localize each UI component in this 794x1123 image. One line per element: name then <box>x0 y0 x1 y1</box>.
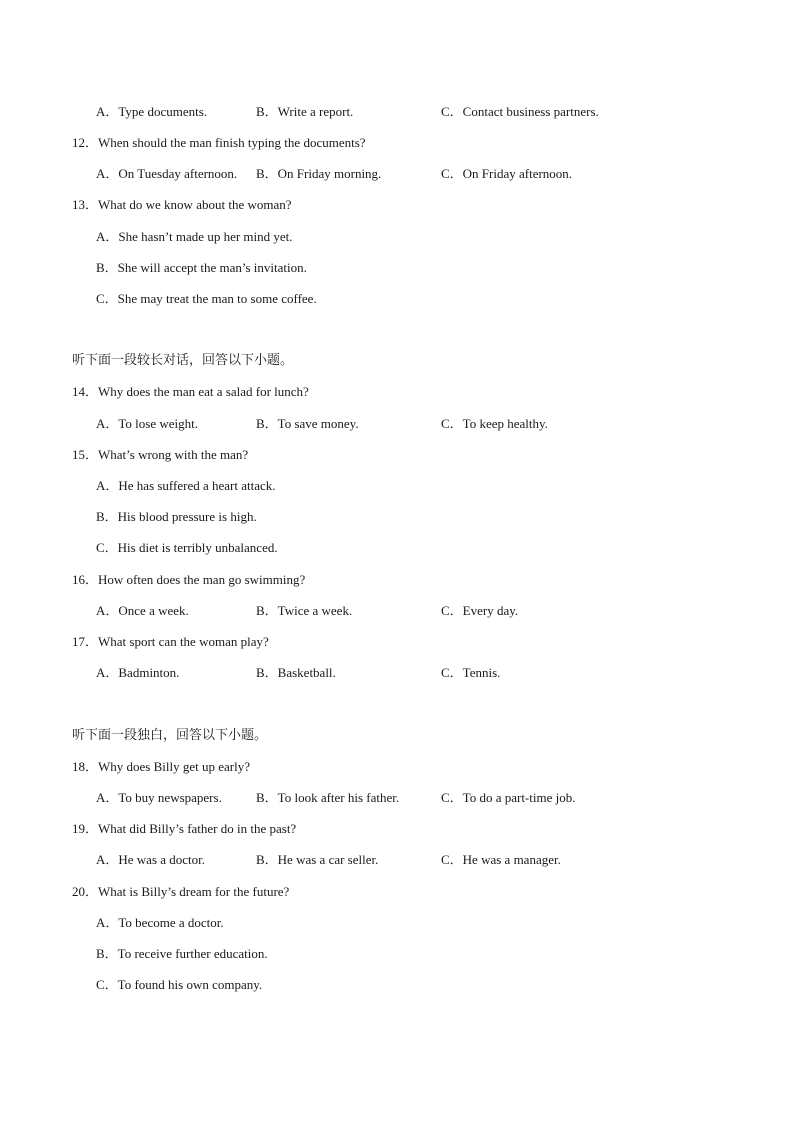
section-heading-monologue: 听下面一段独白，回答以下小题。 <box>72 728 268 743</box>
q15-option-b[interactable]: B．His blood pressure is high. <box>96 509 257 524</box>
q11-option-c[interactable]: C．Contact business partners. <box>441 104 599 119</box>
q11-option-a[interactable]: A．Type documents. <box>96 104 208 119</box>
q19-question: 19．What did Billy’s father do in the past? <box>72 821 297 836</box>
q12-option-c[interactable]: C．On Friday afternoon. <box>441 166 573 181</box>
q13-option-a[interactable]: A．She hasn’t made up her mind yet. <box>96 229 293 244</box>
q20-option-b[interactable]: B．To receive further education. <box>96 946 268 961</box>
q19-option-c[interactable]: C．He was a manager. <box>441 852 561 867</box>
q15-option-c[interactable]: C．His diet is terribly unbalanced. <box>96 540 278 555</box>
q17-option-a[interactable]: A．Badminton. <box>96 665 180 680</box>
q16-option-a[interactable]: A．Once a week. <box>96 603 189 618</box>
q20-option-c[interactable]: C．To found his own company. <box>96 977 263 992</box>
q14-option-a[interactable]: A．To lose weight. <box>96 416 198 431</box>
q14-question: 14．Why does the man eat a salad for lunch? <box>72 384 309 399</box>
q18-question: 18．Why does Billy get up early? <box>72 759 250 774</box>
q20-option-a[interactable]: A．To become a doctor. <box>96 915 224 930</box>
q17-question: 17．What sport can the woman play? <box>72 634 269 649</box>
q16-option-c[interactable]: C．Every day. <box>441 603 519 618</box>
q18-option-a[interactable]: A．To buy newspapers. <box>96 790 222 805</box>
q11-option-b[interactable]: B．Write a report. <box>256 104 354 119</box>
q14-option-b[interactable]: B．To save money. <box>256 416 359 431</box>
q15-question: 15．What’s wrong with the man? <box>72 447 249 462</box>
q15-option-a[interactable]: A．He has suffered a heart attack. <box>96 478 276 493</box>
q18-option-c[interactable]: C．To do a part-time job. <box>441 790 576 805</box>
q13-option-b[interactable]: B．She will accept the man’s invitation. <box>96 260 307 275</box>
q17-option-b[interactable]: B．Basketball. <box>256 665 336 680</box>
q14-option-c[interactable]: C．To keep healthy. <box>441 416 548 431</box>
q12-option-a[interactable]: A．On Tuesday afternoon. <box>96 166 238 181</box>
q19-option-b[interactable]: B．He was a car seller. <box>256 852 379 867</box>
q16-option-b[interactable]: B．Twice a week. <box>256 603 353 618</box>
q19-option-a[interactable]: A．He was a doctor. <box>96 852 206 867</box>
q12-question: 12．When should the man finish typing the documents? <box>72 135 366 150</box>
section-heading-dialogue: 听下面一段较长对话，回答以下小题。 <box>72 353 294 368</box>
q13-question: 13．What do we know about the woman? <box>72 197 292 212</box>
q13-option-c[interactable]: C．She may treat the man to some coffee. <box>96 291 317 306</box>
q12-option-b[interactable]: B．On Friday morning. <box>256 166 382 181</box>
q20-question: 20．What is Billy’s dream for the future? <box>72 884 290 899</box>
q16-question: 16．How often does the man go swimming? <box>72 572 306 587</box>
q18-option-b[interactable]: B．To look after his father. <box>256 790 400 805</box>
q17-option-c[interactable]: C．Tennis. <box>441 665 501 680</box>
